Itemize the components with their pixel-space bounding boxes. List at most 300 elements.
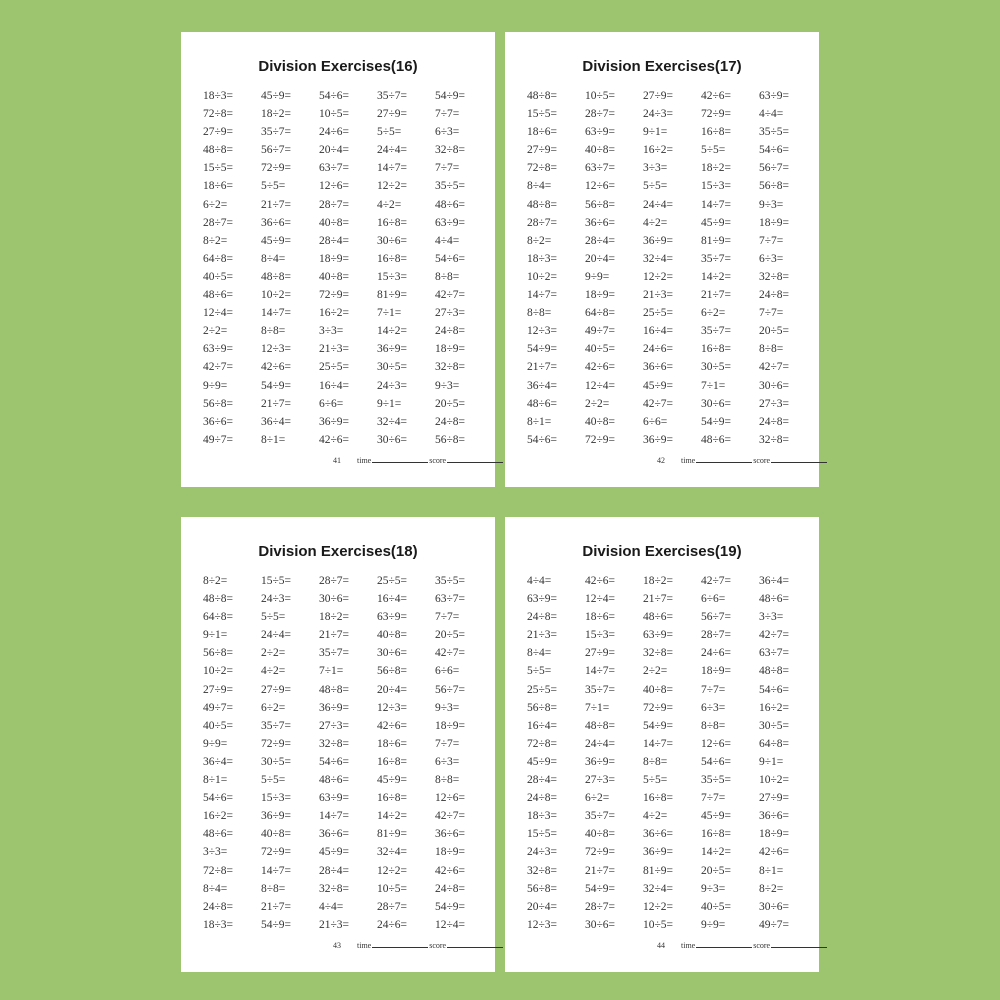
division-problem: 42÷7=	[701, 575, 732, 587]
division-problem: 40÷8=	[261, 828, 292, 841]
worksheet-page-19	[505, 517, 819, 972]
division-problem: 40÷8=	[585, 144, 616, 157]
division-problem: 15÷3=	[261, 792, 292, 805]
division-problem: 21÷3=	[319, 918, 350, 931]
division-problem: 42÷6=	[585, 361, 616, 374]
division-problem: 56÷8=	[377, 665, 408, 678]
division-problem: 8÷1=	[759, 864, 784, 877]
division-problem: 21÷7=	[701, 289, 732, 302]
division-problem: 12÷4=	[585, 593, 616, 606]
division-problem: 10÷5=	[643, 918, 674, 931]
division-problem: 27÷9=	[203, 126, 234, 139]
division-problem: 12÷3=	[527, 325, 558, 338]
score-label: score	[429, 456, 447, 465]
division-problem: 8÷8=	[261, 325, 286, 338]
division-problem: 6÷2=	[203, 198, 228, 211]
division-problem: 30÷5=	[377, 361, 408, 374]
division-problem: 48÷6=	[203, 289, 234, 302]
division-problem: 20÷4=	[527, 900, 558, 913]
division-problem: 27÷9=	[527, 144, 558, 157]
division-problem: 18÷2=	[643, 575, 674, 587]
division-problem: 12÷4=	[435, 918, 466, 931]
division-problem: 15÷3=	[377, 270, 408, 283]
division-problem: 36÷9=	[643, 433, 674, 446]
division-problem: 81÷9=	[377, 828, 408, 841]
division-problem: 56÷7=	[435, 683, 466, 696]
division-problem: 63÷9=	[319, 792, 350, 805]
division-problem: 63÷7=	[585, 162, 616, 175]
division-problem: 12÷6=	[701, 737, 732, 750]
division-problem: 42÷6=	[759, 846, 790, 859]
division-problem: 4÷4=	[527, 575, 552, 587]
division-problem: 18÷9=	[701, 665, 732, 678]
division-problem: 20÷5=	[435, 629, 466, 642]
division-problem: 28÷4=	[527, 774, 558, 787]
division-problem: 30÷6=	[377, 647, 408, 660]
division-problem: 72÷8=	[203, 108, 234, 121]
division-problem: 9÷9=	[585, 270, 610, 283]
division-problem: 35÷7=	[701, 325, 732, 338]
division-problem: 54÷6=	[203, 792, 234, 805]
page-number: 42	[657, 456, 665, 465]
division-problem: 42÷7=	[759, 361, 790, 374]
division-problem: 27÷3=	[435, 307, 466, 320]
division-problem: 16÷8=	[701, 126, 732, 139]
division-problem: 40÷5=	[701, 900, 732, 913]
division-problem: 63÷9=	[435, 216, 466, 229]
division-problem: 36÷6=	[585, 216, 616, 229]
division-problem: 7÷7=	[759, 234, 784, 247]
division-problem: 40÷8=	[319, 216, 350, 229]
division-problem: 14÷7=	[261, 864, 292, 877]
division-problem: 48÷6=	[701, 433, 732, 446]
division-problem: 72÷9=	[643, 701, 674, 714]
division-problem: 49÷7=	[203, 433, 234, 446]
score-blank	[771, 462, 827, 463]
division-problem: 5÷5=	[701, 144, 726, 157]
division-problem: 27÷9=	[643, 90, 674, 102]
division-problem: 12÷4=	[203, 307, 234, 320]
division-problem: 64÷8=	[203, 611, 234, 624]
division-problem: 25÷5=	[643, 307, 674, 320]
division-problem: 10÷2=	[261, 289, 292, 302]
division-problem: 48÷6=	[203, 828, 234, 841]
division-problem: 9÷3=	[759, 198, 784, 211]
division-problem: 9÷1=	[759, 755, 784, 768]
division-problem: 48÷8=	[203, 144, 234, 157]
division-problem: 42÷6=	[319, 433, 350, 446]
division-problem: 63÷9=	[203, 343, 234, 356]
division-problem: 48÷8=	[527, 90, 558, 102]
division-problem: 28÷4=	[319, 864, 350, 877]
division-problem: 7÷7=	[701, 792, 726, 805]
division-problem: 6÷3=	[435, 126, 460, 139]
division-problem: 9÷3=	[435, 701, 460, 714]
division-problem: 45÷9=	[701, 216, 732, 229]
division-problem: 21÷3=	[319, 343, 350, 356]
division-problem: 7÷7=	[435, 611, 460, 624]
division-problem: 21÷7=	[527, 361, 558, 374]
division-problem: 18÷3=	[527, 252, 558, 265]
division-problem: 24÷3=	[377, 379, 408, 392]
division-problem: 42÷6=	[701, 90, 732, 102]
division-problem: 16÷2=	[759, 701, 790, 714]
division-problem: 8÷8=	[261, 882, 286, 895]
division-problem: 30÷6=	[701, 397, 732, 410]
division-problem: 63÷7=	[759, 647, 790, 660]
division-problem: 24÷3=	[261, 593, 292, 606]
division-problem: 16÷4=	[377, 593, 408, 606]
division-problem: 12÷6=	[319, 180, 350, 193]
division-problem: 28÷4=	[319, 234, 350, 247]
division-problem: 18÷9=	[435, 343, 466, 356]
division-problem: 14÷7=	[377, 162, 408, 175]
division-problem: 42÷7=	[435, 289, 466, 302]
page-number: 44	[657, 941, 665, 950]
division-problem: 48÷6=	[435, 198, 466, 211]
division-problem: 54÷9=	[435, 900, 466, 913]
division-problem: 21÷7=	[261, 900, 292, 913]
division-problem: 24÷8=	[435, 325, 466, 338]
division-problem: 49÷7=	[759, 918, 790, 931]
division-problem: 36÷9=	[643, 846, 674, 859]
division-problem: 10÷2=	[759, 774, 790, 787]
division-problem: 3÷3=	[319, 325, 344, 338]
time-label: time	[357, 456, 372, 465]
division-problem: 5÷5=	[261, 611, 286, 624]
division-problem: 18÷9=	[759, 216, 790, 229]
division-problem: 42÷6=	[435, 864, 466, 877]
division-problem: 48÷6=	[319, 774, 350, 787]
division-problem: 8÷8=	[643, 755, 668, 768]
division-problem: 54÷9=	[261, 379, 292, 392]
division-problem: 56÷8=	[585, 198, 616, 211]
division-problem: 7÷7=	[435, 737, 460, 750]
division-problem: 45÷9=	[701, 810, 732, 823]
division-problem: 14÷7=	[319, 810, 350, 823]
division-problem: 56÷7=	[261, 144, 292, 157]
division-problem: 2÷2=	[261, 647, 286, 660]
division-problem: 63÷9=	[759, 90, 790, 102]
division-problem: 14÷2=	[701, 846, 732, 859]
division-problem: 6÷6=	[435, 665, 460, 678]
division-problem: 5÷5=	[261, 180, 286, 193]
time-blank	[372, 462, 428, 463]
division-problem: 12÷2=	[643, 270, 674, 283]
division-problem: 40÷8=	[585, 415, 616, 428]
division-problem: 48÷8=	[527, 198, 558, 211]
division-problem: 54÷9=	[585, 882, 616, 895]
page-number: 43	[333, 941, 341, 950]
division-problem: 16÷8=	[377, 755, 408, 768]
division-problem: 30÷6=	[585, 918, 616, 931]
division-problem: 15÷5=	[261, 575, 292, 587]
division-problem: 42÷6=	[585, 575, 616, 587]
division-problem: 30÷6=	[759, 900, 790, 913]
division-problem: 25÷5=	[319, 361, 350, 374]
division-problem: 30÷5=	[261, 755, 292, 768]
division-problem: 28÷7=	[585, 108, 616, 121]
division-problem: 54÷6=	[319, 755, 350, 768]
division-problem: 18÷9=	[759, 828, 790, 841]
division-problem: 5÷5=	[643, 774, 668, 787]
division-problem: 4÷4=	[759, 108, 784, 121]
division-problem: 36÷6=	[759, 810, 790, 823]
division-problem: 28÷4=	[585, 234, 616, 247]
division-problem: 63÷7=	[319, 162, 350, 175]
division-problem: 56÷8=	[435, 433, 466, 446]
division-problem: 27÷9=	[203, 683, 234, 696]
division-problem: 8÷2=	[527, 234, 552, 247]
division-problem: 56÷8=	[527, 882, 558, 895]
division-problem: 42÷7=	[435, 647, 466, 660]
division-problem: 9÷9=	[701, 918, 726, 931]
division-problem: 24÷6=	[643, 343, 674, 356]
division-problem: 6÷3=	[759, 252, 784, 265]
division-problem: 32÷8=	[643, 647, 674, 660]
division-problem: 18÷9=	[319, 252, 350, 265]
division-problem: 18÷6=	[203, 180, 234, 193]
worksheet-page-16	[181, 32, 495, 487]
division-problem: 3÷3=	[759, 611, 784, 624]
division-problem: 20÷4=	[585, 252, 616, 265]
division-problem: 63÷9=	[643, 629, 674, 642]
division-problem: 24÷8=	[527, 792, 558, 805]
division-problem: 20÷4=	[377, 683, 408, 696]
division-problem: 8÷4=	[203, 882, 228, 895]
division-problem: 42÷6=	[261, 361, 292, 374]
division-problem: 14÷7=	[585, 665, 616, 678]
division-problem: 32÷4=	[643, 252, 674, 265]
division-problem: 9÷1=	[203, 629, 228, 642]
division-problem: 36÷9=	[319, 415, 350, 428]
division-problem: 35÷7=	[261, 719, 292, 732]
division-problem: 28÷7=	[319, 198, 350, 211]
division-problem: 28÷7=	[585, 900, 616, 913]
division-problem: 54÷6=	[319, 90, 350, 102]
division-problem: 8÷1=	[203, 774, 228, 787]
division-problem: 8÷8=	[759, 343, 784, 356]
division-problem: 63÷9=	[377, 611, 408, 624]
time-blank	[696, 947, 752, 948]
division-problem: 72÷9=	[261, 737, 292, 750]
division-problem: 14÷7=	[701, 198, 732, 211]
division-problem: 36÷9=	[377, 343, 408, 356]
division-problem: 20÷5=	[701, 864, 732, 877]
time-blank	[372, 947, 428, 948]
division-problem: 12÷3=	[261, 343, 292, 356]
division-problem: 24÷8=	[435, 415, 466, 428]
division-problem: 81÷9=	[377, 289, 408, 302]
division-problem: 32÷4=	[377, 415, 408, 428]
division-problem: 18÷3=	[203, 90, 234, 102]
division-problem: 56÷8=	[203, 397, 234, 410]
division-problem: 6÷2=	[585, 792, 610, 805]
division-problem: 56÷8=	[527, 701, 558, 714]
division-problem: 54÷6=	[759, 144, 790, 157]
division-problem: 72÷9=	[261, 846, 292, 859]
division-problem: 4÷4=	[319, 900, 344, 913]
division-problem: 54÷9=	[435, 90, 466, 102]
division-problem: 40÷5=	[203, 719, 234, 732]
division-problem: 6÷2=	[701, 307, 726, 320]
division-problem: 7÷7=	[701, 683, 726, 696]
division-problem: 16÷8=	[701, 343, 732, 356]
division-problem: 35÷7=	[585, 683, 616, 696]
division-problem: 36÷6=	[319, 828, 350, 841]
division-problem: 36÷6=	[643, 828, 674, 841]
division-problem: 24÷8=	[759, 415, 790, 428]
division-problem: 48÷8=	[261, 270, 292, 283]
division-problem: 16÷4=	[643, 325, 674, 338]
division-problem: 5÷5=	[377, 126, 402, 139]
division-problem: 36÷4=	[527, 379, 558, 392]
division-problem: 12÷3=	[377, 701, 408, 714]
division-problem: 7÷1=	[377, 307, 402, 320]
time-label: time	[681, 941, 696, 950]
division-problem: 16÷4=	[319, 379, 350, 392]
division-problem: 72÷9=	[319, 289, 350, 302]
division-problem: 21÷7=	[261, 397, 292, 410]
page-footer	[333, 456, 504, 465]
division-problem: 8÷4=	[527, 180, 552, 193]
division-problem: 18÷2=	[261, 108, 292, 121]
division-problem: 9÷3=	[701, 882, 726, 895]
division-problem: 9÷1=	[377, 397, 402, 410]
worksheet-page-18	[181, 517, 495, 972]
division-problem: 15÷5=	[527, 108, 558, 121]
division-problem: 20÷5=	[435, 397, 466, 410]
division-problem: 45÷9=	[319, 846, 350, 859]
division-problem: 5÷5=	[527, 665, 552, 678]
division-problem: 24÷6=	[319, 126, 350, 139]
division-problem: 5÷5=	[261, 774, 286, 787]
division-problem: 18÷6=	[585, 611, 616, 624]
division-problem: 5÷5=	[643, 180, 668, 193]
division-problem: 18÷9=	[435, 846, 466, 859]
division-problem: 8÷2=	[203, 234, 228, 247]
division-problem: 35÷5=	[759, 126, 790, 139]
division-problem: 8÷8=	[527, 307, 552, 320]
division-problem: 45÷9=	[261, 90, 292, 102]
division-problem: 27÷9=	[261, 683, 292, 696]
division-problem: 6÷2=	[261, 701, 286, 714]
division-problem: 12÷3=	[527, 918, 558, 931]
division-problem: 16÷4=	[527, 719, 558, 732]
division-problem: 30÷6=	[377, 433, 408, 446]
division-problem: 10÷2=	[527, 270, 558, 283]
division-problem: 14÷7=	[643, 737, 674, 750]
division-problem: 54÷9=	[527, 343, 558, 356]
score-label: score	[753, 941, 771, 950]
division-problem: 36÷6=	[203, 415, 234, 428]
division-problem: 28÷7=	[203, 216, 234, 229]
division-problem: 24÷4=	[585, 737, 616, 750]
division-problem: 16÷8=	[701, 828, 732, 841]
division-problem: 8÷8=	[435, 774, 460, 787]
division-problem: 48÷6=	[643, 611, 674, 624]
page-title: Division Exercises(19)	[582, 543, 742, 560]
time-label: time	[681, 456, 696, 465]
division-problem: 4÷2=	[643, 810, 668, 823]
division-problem: 18÷3=	[527, 810, 558, 823]
division-problem: 54÷6=	[435, 252, 466, 265]
division-problem: 64÷8=	[203, 252, 234, 265]
division-problem: 40÷8=	[319, 270, 350, 283]
division-problem: 12÷4=	[585, 379, 616, 392]
division-problem: 4÷2=	[377, 198, 402, 211]
division-problem: 36÷4=	[759, 575, 790, 587]
division-problem: 24÷8=	[527, 611, 558, 624]
division-problem: 24÷8=	[435, 882, 466, 895]
division-problem: 28÷7=	[701, 629, 732, 642]
division-problem: 6÷6=	[319, 397, 344, 410]
division-problem: 12÷2=	[377, 180, 408, 193]
division-problem: 6÷6=	[701, 593, 726, 606]
division-problem: 7÷1=	[701, 379, 726, 392]
score-blank	[771, 947, 827, 948]
division-problem: 10÷5=	[377, 882, 408, 895]
time-label: time	[357, 941, 372, 950]
division-problem: 64÷8=	[759, 737, 790, 750]
division-problem: 10÷5=	[585, 90, 616, 102]
division-problem: 24÷3=	[527, 846, 558, 859]
division-problem: 48÷6=	[527, 397, 558, 410]
division-problem: 18÷6=	[377, 737, 408, 750]
division-problem: 72÷9=	[701, 108, 732, 121]
worksheet-page-17	[505, 32, 819, 487]
division-problem: 32÷4=	[643, 882, 674, 895]
division-problem: 36÷6=	[435, 828, 466, 841]
division-problem: 3÷3=	[203, 846, 228, 859]
division-problem: 28÷7=	[377, 900, 408, 913]
division-problem: 24÷8=	[759, 289, 790, 302]
division-problem: 48÷8=	[759, 665, 790, 678]
division-problem: 8÷1=	[261, 433, 286, 446]
division-problem: 45÷9=	[377, 774, 408, 787]
division-problem: 18÷2=	[701, 162, 732, 175]
division-problem: 24÷4=	[377, 144, 408, 157]
division-problem: 32÷8=	[319, 737, 350, 750]
division-problem: 2÷2=	[203, 325, 228, 338]
division-problem: 35÷7=	[377, 90, 408, 102]
division-problem: 42÷7=	[643, 397, 674, 410]
page-title: Division Exercises(16)	[258, 58, 418, 75]
division-problem: 48÷6=	[759, 593, 790, 606]
division-problem: 2÷2=	[643, 665, 668, 678]
division-problem: 14÷2=	[377, 325, 408, 338]
division-problem: 8÷8=	[435, 270, 460, 283]
score-blank	[447, 462, 503, 463]
division-problem: 49÷7=	[203, 701, 234, 714]
division-problem: 36÷4=	[261, 415, 292, 428]
division-problem: 54÷6=	[759, 683, 790, 696]
page-footer	[657, 456, 828, 465]
division-problem: 12÷6=	[435, 792, 466, 805]
division-problem: 32÷8=	[759, 270, 790, 283]
division-problem: 21÷3=	[643, 289, 674, 302]
division-problem: 72÷9=	[585, 433, 616, 446]
division-problem: 72÷9=	[585, 846, 616, 859]
division-problem: 54÷9=	[701, 415, 732, 428]
division-problem: 28÷7=	[319, 575, 350, 587]
division-problem: 40÷8=	[585, 828, 616, 841]
division-problem: 9÷9=	[203, 737, 228, 750]
division-problem: 72÷8=	[203, 864, 234, 877]
division-problem: 20÷5=	[759, 325, 790, 338]
time-blank	[696, 462, 752, 463]
division-problem: 7÷1=	[319, 665, 344, 678]
